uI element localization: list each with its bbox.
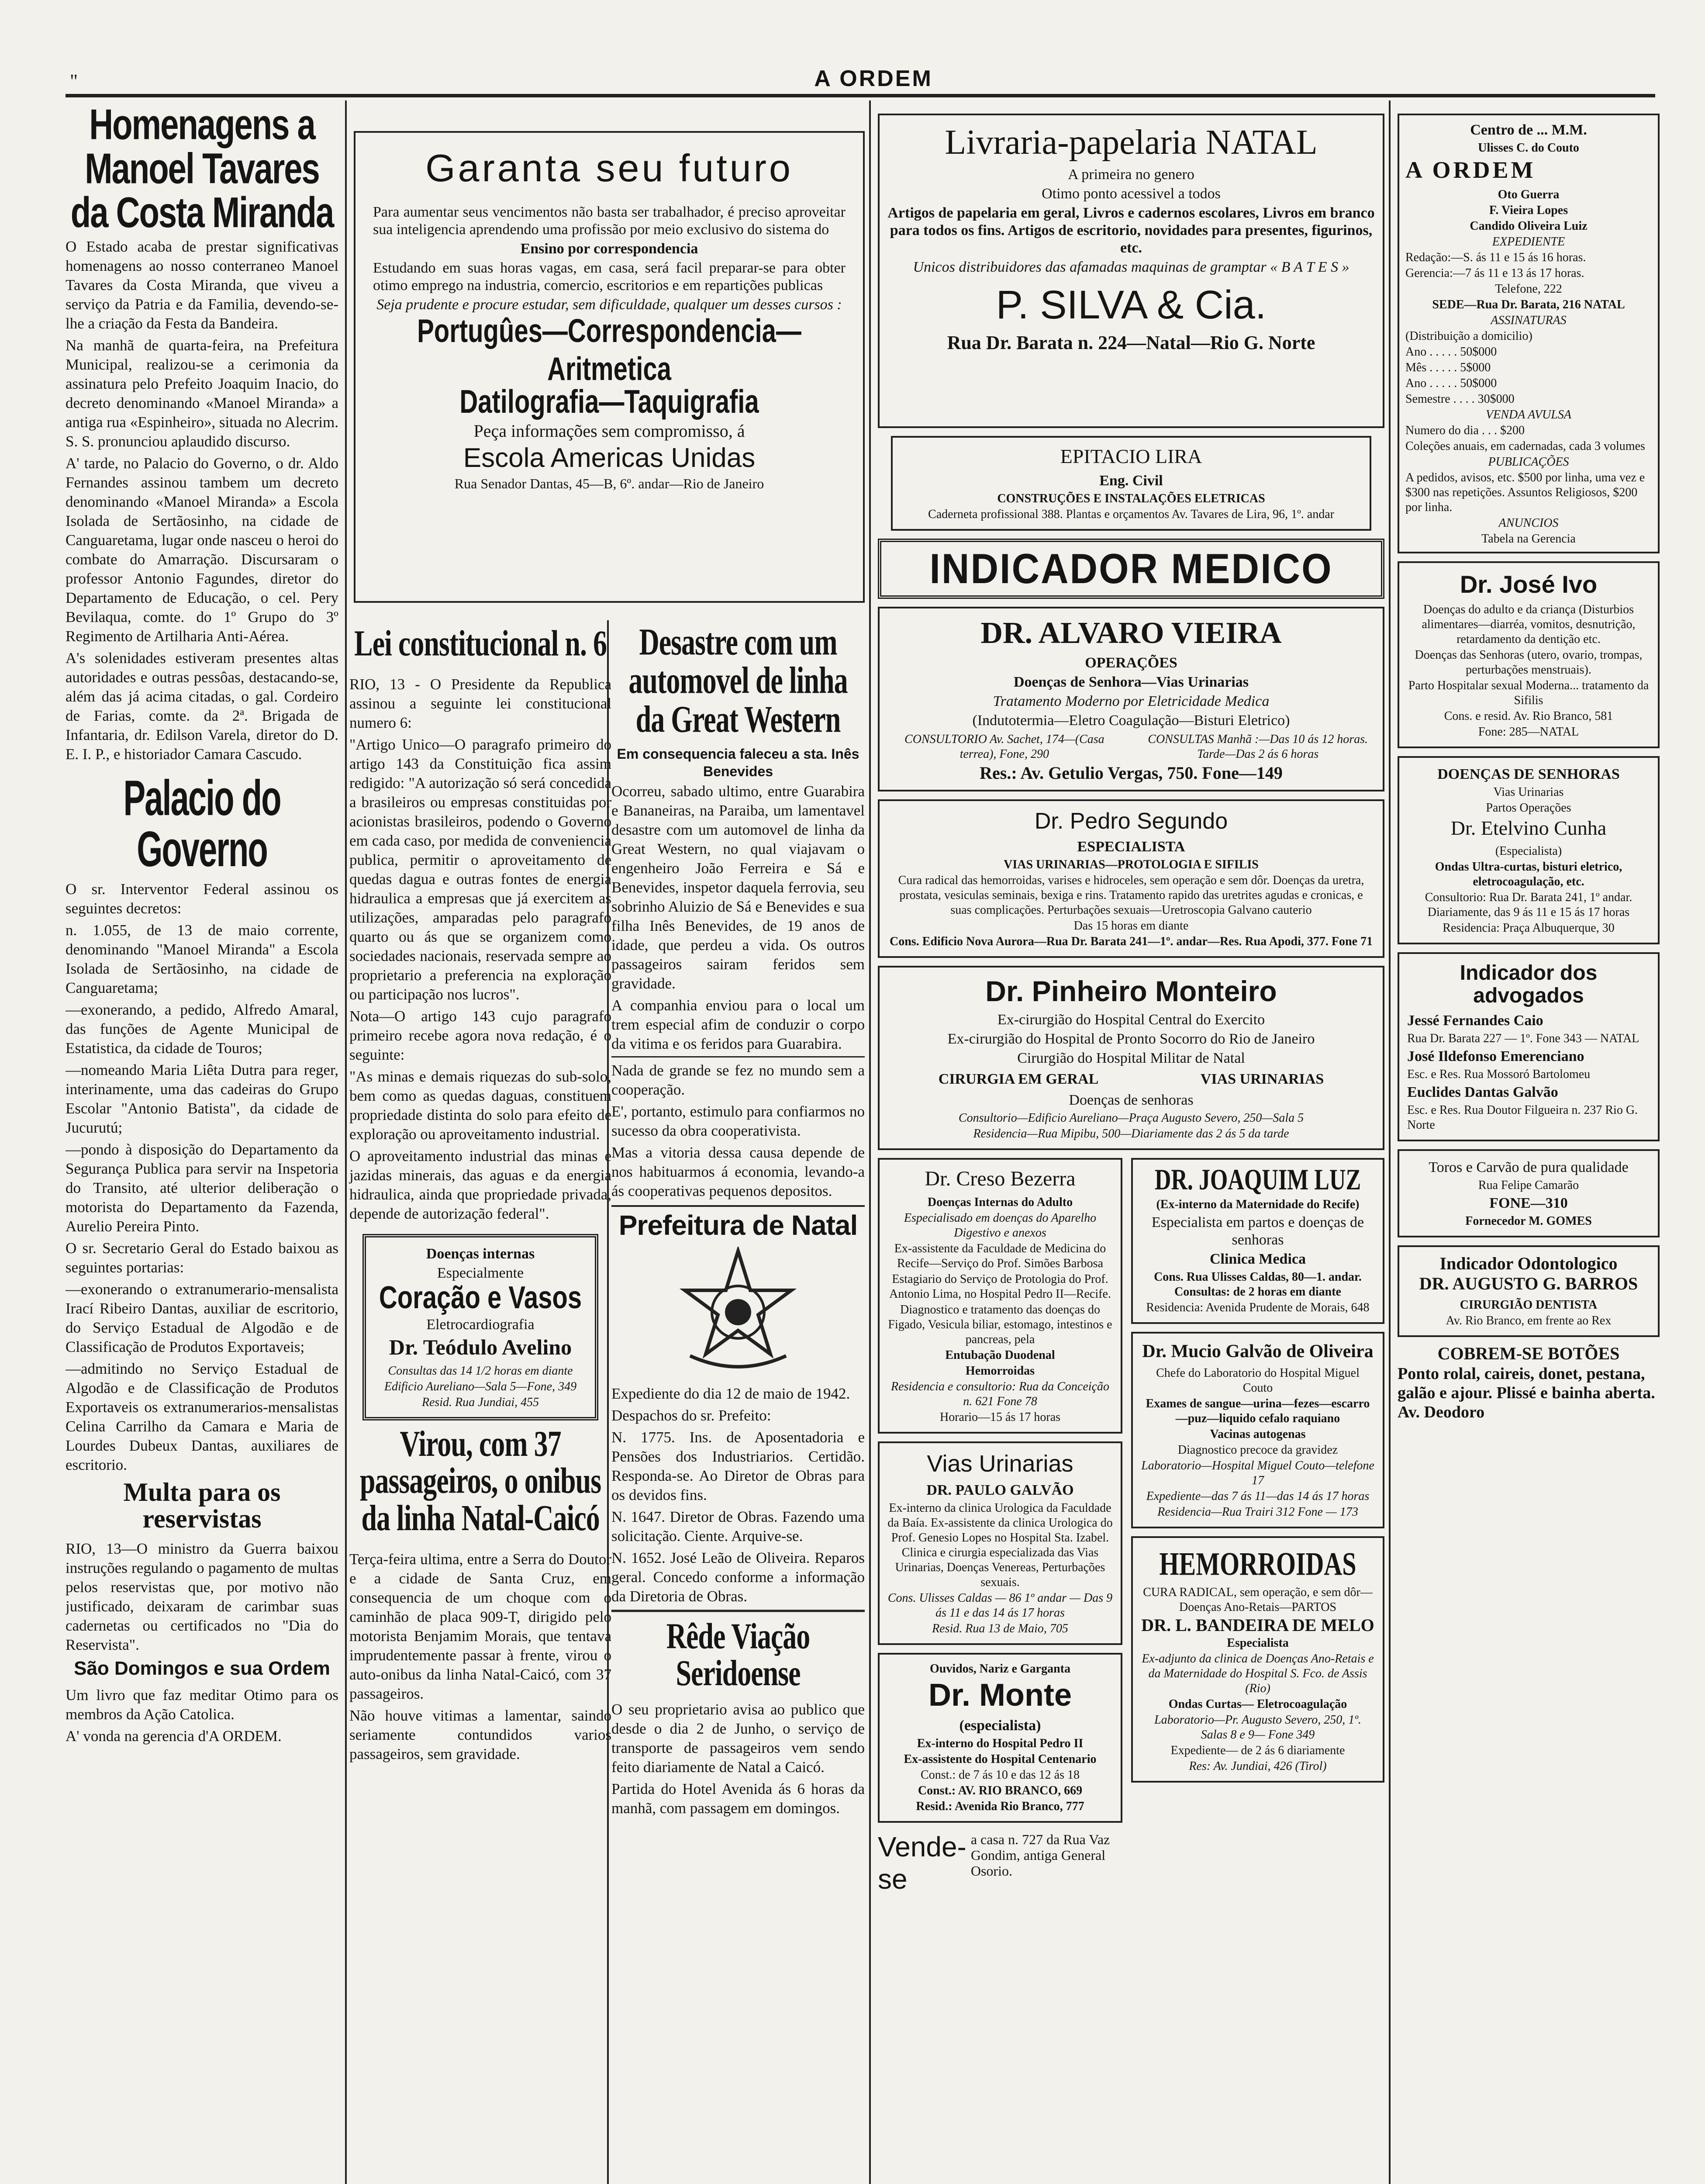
ad-text: Ensino por correspondencia <box>520 241 698 257</box>
ad-text: Ouvidos, Nariz e Garganta <box>930 1662 1070 1676</box>
ad-text: Exames de sangue—urina—fezes—escarro—puz—liquido cefalo raquiano <box>1146 1396 1370 1425</box>
side-text: PUBLICAÇÕES <box>1488 455 1569 469</box>
lawyer-name: Jessé Fernandes Caio <box>1407 1013 1543 1029</box>
section-title: Indicador dos advogados <box>1460 961 1598 1008</box>
ad-text: Doenças de senhoras <box>1069 1092 1194 1109</box>
headline-desastre: Desastre com um automovel de linha da Great Western <box>628 621 848 740</box>
ad-text: Ex-cirurgião do Hospital Central do Exercito <box>997 1012 1265 1028</box>
lawyer-name: Euclides Dantas Galvão <box>1407 1084 1558 1101</box>
ad-text: Estudando em suas horas vagas, em casa, será facil preparar-se para obter otimo emprego na industria, comercio, escritorios e em repartições publicas <box>373 260 846 294</box>
article-paragraph: A' tarde, no Palacio do Governo, o dr. Aldo Fernandes assinou tambem um decreto denominando «Manoel Miranda» a Escola Isolada de Sertãosinho, na cidade de Canguaretama, lugar onde nasceu o heroi do combate do Amarração. Discursaram o professor Antonio Fagundes, diretor do Departamento de Educação, o cel. Pery Bevilaqua, comte. do 1º Grupo do 3º Regimento de Artilharia Anti-Aérea. <box>66 454 338 645</box>
article-paragraph: E', portanto, estimulo para confiarmos no sucesso da obra cooperativista. <box>611 1102 865 1139</box>
side-text: Numero do dia . . . $200 <box>1405 424 1525 438</box>
ad-text: Laboratorio—Pr. Augusto Severo, 250, 1º. Salas 8 e 9— Fone 349 <box>1154 1713 1361 1742</box>
indicador-odontologico <box>1398 1245 1660 1337</box>
side-text: Telefone, 222 <box>1495 282 1562 296</box>
classified-vende-se <box>878 1831 1122 1895</box>
ad-text: Cons. Edificio Nova Aurora—Rua Dr. Barata 241—1º. andar—Res. Rua Apodi, 377. Fone 71 <box>890 934 1373 948</box>
ad-text: Res.: Av. Getulio Vergas, 750. Fone—149 <box>980 763 1283 783</box>
ad-text: Cons. Ulisses Caldas — 86 1º andar — Das 9 ás 11 e das 14 ás 17 horas <box>887 1591 1113 1620</box>
ad-text: CONSULTAS Manhã :—Das 10 ás 12 horas. Tarde—Das 2 ás 6 horas <box>1148 732 1368 761</box>
ad-text: Resid. Rua 13 de Maio, 705 <box>932 1621 1068 1635</box>
ad-title: Livraria-papelaria NATAL <box>945 123 1318 162</box>
ad-text: Chefe do Laboratorio do Hospital Miguel Couto <box>1156 1366 1360 1395</box>
expediente-box <box>1398 114 1660 553</box>
column-2 <box>341 620 611 2184</box>
ad-hemorroidas <box>1131 1536 1384 1783</box>
ad-text: Edificio Aureliano—Sala 5—Fone, 349 <box>384 1380 577 1394</box>
ad-text: Tratamento Moderno por Eletricidade Medica <box>993 693 1270 709</box>
ad-text: Horario—15 ás 17 horas <box>939 1410 1061 1424</box>
column-5-side <box>1398 114 1660 2184</box>
ad-doctor-name: Dr. Pinheiro Monteiro <box>985 975 1277 1007</box>
ad-text: ESPECIALISTA <box>1077 838 1185 855</box>
ad-doctor-name: DR. PAULO GALVÃO <box>926 1482 1074 1498</box>
ad-text: (Ex-interno da Maternidade do Recife) <box>1156 1197 1360 1211</box>
ad-text: Resid. Rua Jundiai, 455 <box>421 1396 539 1410</box>
ad-coracao-vasos <box>362 1234 598 1420</box>
headline-lei: Lei constitucional n. 6 <box>354 623 607 663</box>
article-paragraph: Partida do Hotel Avenida ás 6 horas da manhã, com passagem em domingos. <box>611 1780 865 1817</box>
article-paragraph: Um livro que faz meditar Otimo para os membros da Ação Catolica. <box>66 1686 338 1723</box>
article-paragraph: n. 1.055, de 13 de maio corrente, denominando "Manoel Miranda" a Escola Isolada de Sertãosinho, na cidade de Canguaretama; <box>66 921 338 996</box>
article-paragraph: O aproveitamento industrial das minas e jazidas minerais, das aguas e da energia hidraulica, ainda que propriedade privada, depende de autorização federal". <box>349 1147 611 1223</box>
ad-title: DOENÇAS DE SENHORAS <box>1437 766 1620 782</box>
ad-text: Caderneta profissional 388. Plantas e orçamentos Av. Tavares de Lira, 96, 1º. andar <box>928 507 1334 521</box>
side-text: Coleções anuais, em cadernadas, cada 3 volumes <box>1405 439 1645 453</box>
article-subheadline: Em consequencia faleceu a sta. Inês Benevides <box>617 746 859 779</box>
ad-text: Ex-cirurgião do Hospital de Pronto Socorro do Rio de Janeiro <box>947 1031 1315 1047</box>
side-text: Centro de ... M.M. <box>1470 122 1587 138</box>
ad-text: CIRURGIA EM GERAL <box>938 1071 1099 1088</box>
indicador-advogados <box>1398 952 1660 1142</box>
ad-jose-ivo <box>1398 561 1660 748</box>
ad-text: Para aumentar seus vencimentos não basta ser trabalhador, é preciso aproveitar sua inteligencia aprendendo uma profissão por meio exclusivo do sistema do <box>373 204 846 238</box>
article-paragraph: RIO, 13—O ministro da Guerra baixou instruções regulando o pagamento de multas pelos reservistas que, por motivo não justificado, deixaram de carimbar suas cadernetas ou certificados no "Dia do Reservista". <box>66 1540 338 1653</box>
section-title: Indicador Odontologico <box>1439 1254 1618 1274</box>
ad-dr-monte <box>878 1653 1122 1823</box>
ad-text: FONE—310 <box>1489 1195 1568 1212</box>
ad-text: Das 15 horas em diante <box>1073 919 1189 933</box>
ad-text: Consultas das 14 1/2 horas em diante <box>388 1364 573 1378</box>
ads-left-stack <box>878 1158 1122 1895</box>
ad-text: Rua Felipe Camarão <box>1478 1178 1579 1192</box>
coat-of-arms-emblem <box>611 1247 865 1380</box>
ad-text: Fornecedor M. GOMES <box>1465 1214 1592 1228</box>
article-paragraph: Expediente do dia 12 de maio de 1942. <box>611 1385 850 1403</box>
masthead-rule <box>66 94 1655 97</box>
section-title: INDICADOR MEDICO <box>929 544 1333 592</box>
ad-title: EPITACIO LIRA <box>1060 445 1202 467</box>
ad-text: Ex-interno da clinica Urologica da Faculdade da Baía. Ex-assistente da clinica Urologica do Prof. Genesio Lopes no Hospital Sta. Izabel. Clinica e cirurgia especializada das Vias Urinarias, Doenças Venereas, Perturbações sexuais. <box>887 1501 1113 1589</box>
headline-virou: Virou, com 37 passageiros, o onibus da linha Natal-Caicó <box>359 1423 601 1538</box>
ad-text: Const.: de 7 ás 10 e das 12 ás 18 <box>921 1768 1080 1782</box>
ad-mucio-galvao <box>1131 1332 1384 1528</box>
ad-text: Clinica Medica <box>1209 1251 1306 1267</box>
indicador-medico-banner <box>878 539 1384 599</box>
side-text: VENDA AVULSA <box>1486 408 1571 422</box>
side-text: Redação:—S. ás 11 e 15 ás 16 horas. <box>1405 251 1586 265</box>
ad-text: Toros e Carvão de pura qualidade <box>1429 1159 1629 1176</box>
ad-doctor-name: Dr. Monte <box>928 1677 1072 1713</box>
ad-doctor-name: Dr. Pedro Segundo <box>1034 808 1228 834</box>
ad-title: HEMORROIDAS <box>1159 1545 1356 1583</box>
side-text: ANUNCIOS <box>1498 516 1559 530</box>
ad-title: Garanta seu futuro <box>425 146 793 190</box>
newspaper-title: A ORDEM <box>814 66 933 91</box>
page-number-mark: " <box>70 70 78 92</box>
side-text: Ano . . . . . 50$000 <box>1405 377 1497 390</box>
ads-pair-row <box>878 1158 1384 1895</box>
article-paragraph: N. 1652. José Leão de Oliveira. Reparos geral. Concedo conforme a informação da Diretoria de Obras. <box>611 1549 865 1605</box>
ad-text: VIAS URINARIAS <box>1200 1071 1324 1088</box>
ad-doctor-name: Dr. José Ivo <box>1460 570 1598 598</box>
ad-text: OPERAÇÕES <box>1085 654 1177 671</box>
ad-text: Doenças internas <box>426 1246 535 1262</box>
side-text: F. Vieira Lopes <box>1489 204 1568 218</box>
ad-text: Partos Operações <box>1486 801 1571 815</box>
lawyer-address: Esc. e Res. Rua Doutor Filgueira n. 237 Rio G. Norte <box>1407 1103 1638 1132</box>
classified-text: a casa n. 727 da Rua Vaz Gondim, antiga General Osorio. <box>970 1831 1110 1879</box>
ad-text: Ex-interno do Hospital Pedro II <box>917 1736 1084 1750</box>
ad-alvaro-vieira <box>878 607 1384 791</box>
article-paragraph: Ocorreu, sabado ultimo, entre Guarabira e Bananeiras, na Paraiba, um lamentavel desastre com um automovel de linha da Great Western, no qual viajavam o engenheiro João Ferreira e Sá e Benevides, inspetor daquela ferrovia, seu sobrinho Aluizio de Sá e Benevides e sua filha Inês Benevides, de 19 anos de idade, que perdeu a vida. Os outros passageiros sairam feridos sem gravidade. <box>611 782 865 992</box>
article-paragraph: Terça-feira ultima, entre a Serra do Doutor e a cidade de Santa Cruz, em consequencia de um choque com o caminhão de placa 909-T, dirigido pelo motorista Benjamim Morais, que tentava imprudentemente passar à frente, virou o auto-onibus da linha Natal-Caicó, com 37 passageiros. <box>349 1550 611 1702</box>
ad-pinheiro-monteiro <box>878 966 1384 1151</box>
ad-cobrem-se-botoes <box>1398 1345 1660 1422</box>
ad-text: Ex-assistente do Hospital Centenario <box>904 1752 1097 1766</box>
ad-livraria-natal <box>878 114 1384 428</box>
article-paragraph: Não houve vitimas a lamentar, saindo seriamente contundidos varios passageiros, sem gravidade. <box>349 1707 611 1762</box>
ad-text: Eletrocardiografia <box>426 1317 535 1333</box>
ad-text: CURA RADICAL, sem operação, e sem dôr— Doenças Ano-Retais—PARTOS <box>1143 1585 1373 1614</box>
ad-text: Especialista em partos e doenças de senhoras <box>1151 1214 1364 1248</box>
side-title: A ORDEM <box>1405 157 1536 183</box>
headline-rede-viacao: Rêde Viação Seridoense <box>611 1610 865 1692</box>
ad-text: Cirurgião do Hospital Militar de Natal <box>1017 1050 1245 1067</box>
article-paragraph: A' vonda na gerencia d'A ORDEM. <box>66 1727 282 1745</box>
ad-text: Cons. e resid. Av. Rio Branco, 581 <box>1444 709 1613 723</box>
column-1 <box>66 100 338 2184</box>
ad-text: Diagnostico e tratamento das doenças do Figado, Vesicula biliar, estomago, intestinos e pancreas, pela <box>888 1303 1112 1347</box>
ad-text: Consultorio: Rua Dr. Barata 241, 1º andar. Diariamente, das 9 ás 11 e 15 ás 17 horas <box>1425 890 1633 919</box>
article-paragraph: N. 1775. Ins. de Aposentadoria e Pensões dos Industriarios. Certidão. Responda-se. Ao Diretor de Obras para os devidos fins. <box>611 1429 865 1504</box>
article-paragraph: RIO, 13 - O Presidente da Republica assinou a seguinte lei constitucional numero 6: <box>349 676 611 732</box>
ad-text: Const.: AV. RIO BRANCO, 669 <box>918 1783 1083 1797</box>
ad-text: CIRURGIÃO DENTISTA <box>1460 1298 1598 1312</box>
side-text: Oto Guerra <box>1498 188 1560 202</box>
ad-address: Rua Senador Dantas, 45—B, 6º. andar—Rio de Janeiro <box>454 476 764 491</box>
headline-sao-domingos: São Domingos e sua Ordem <box>74 1657 330 1679</box>
column-3 <box>611 620 865 2184</box>
article-paragraph: "As minas e demais riquezas do sub-solo, bem como as quedas daguas, constituem propriedade distinta do solo para efeito de exploração ou aproveitamento industrial. <box>349 1068 611 1143</box>
ad-text: (especialista) <box>959 1717 1041 1734</box>
ad-text: Vacinas autogenas <box>1210 1427 1306 1441</box>
article-paragraph: Mas a vitoria dessa causa depende de nos habituarmos á economia, levando-a ás cooperativas pequenos depositos. <box>611 1144 865 1199</box>
ad-doctor-name: DR. ALVARO VIEIRA <box>980 616 1282 650</box>
article-paragraph: —exonerando o extranumerario-mensalista Irací Ribeiro Dantas, auxiliar de escritorio, do Serviço Estadual de Algodão e de Classificação de Produtos Exportaveis; <box>66 1280 338 1355</box>
ad-text: Hemorroidas <box>965 1364 1035 1378</box>
ad-text: (Especialista) <box>1495 844 1562 858</box>
ad-text: Ondas Curtas— Eletrocoagulação <box>1168 1697 1347 1711</box>
ad-text: Residencia—Rua Mipibu, 500—Diariamente das 2 ás 5 da tarde <box>973 1127 1289 1141</box>
side-text: Ano . . . . . 50$000 <box>1405 345 1497 359</box>
ad-text: Parto Hospitalar sexual Moderna... tratamento da Sifilis <box>1408 678 1649 707</box>
classified-lead: Vende-se <box>878 1831 966 1895</box>
ad-text: Doenças do adulto e da criança (Disturbios alimentares—diarréa, vomitos, desnutrição, retardamento da dentição etc. <box>1422 602 1636 646</box>
ad-title: Vias Urinarias <box>927 1451 1073 1477</box>
side-text: (Distribuição a domicilio) <box>1405 329 1532 343</box>
column-4-ads <box>878 114 1384 2184</box>
ad-title: COBREM-SE BOTÕES <box>1437 1344 1620 1364</box>
article-paragraph: —exonerando, a pedido, Alfredo Amaral, das funções de Agente Municipal de Estatistica, da cidade de Touros; <box>66 1001 338 1057</box>
ad-text: Otimo ponto acessivel a todos <box>1042 186 1221 202</box>
ad-doctor-name: DR. JOAQUIM LUZ <box>1154 1164 1361 1196</box>
side-text: SEDE—Rua Dr. Barata, 216 NATAL <box>1432 298 1625 312</box>
ad-text: Res: Av. Jundiai, 426 (Tirol) <box>1189 1759 1327 1773</box>
ad-text: CONSTRUÇÕES E INSTALAÇÕES ELETRICAS <box>997 491 1265 505</box>
ad-text: Eng. Civil <box>1099 472 1163 489</box>
lawyer-address: Rua Dr. Barata 227 — 1º. Fone 343 — NATAL <box>1407 1032 1639 1046</box>
side-text: Ulisses C. do Couto <box>1478 141 1579 155</box>
ad-text: Entubação Duodenal <box>945 1348 1055 1362</box>
ad-firm: P. SILVA & Cia. <box>996 283 1267 327</box>
ad-doctor-name: DR. AUGUSTO G. BARROS <box>1419 1274 1638 1294</box>
ad-text: Vias Urinarias <box>1493 785 1564 799</box>
ad-text: Especialista <box>1227 1636 1289 1650</box>
ad-doctor-name: Dr. Teódulo Avelino <box>389 1335 572 1360</box>
ad-text: Peça informações sem compromisso, á <box>473 421 745 441</box>
ad-creso-bezerra <box>878 1158 1122 1434</box>
article-paragraph: Nota—O artigo 143 cujo paragrafo primeiro recebe agora nova redação, é o seguinte: <box>349 1008 611 1064</box>
ad-text: Residencia e consultorio: Rua da Conceição n. 621 Fone 78 <box>891 1380 1109 1409</box>
article-paragraph: A's solenidades estiveram presentes altas autoridades e outras pessôas, destacando-se, além das já acima citadas, o gal. Cordeiro de Farias, comte. da 2ª. Brigada de Infantaria, dr. Edilson Varela, diretor do D. E. I. P., e historiador Camara Cascudo. <box>66 649 338 763</box>
ad-text: A primeira no genero <box>1068 166 1194 183</box>
article-paragraph: "Artigo Unico—O paragrafo primeiro do artigo 143 da Constituição fica assim redigido: "A autorização só será concedida a brasileiros ou empresas constituidas por acionistas brasileiros, podendo o Governo em cada caso, por medida de conveniencia publica, permitir o aproveitamento de quedas dagua e outras fontes de energia hidraulica a empresas que já exercitem as utilizações, amparadas pelo paragrafo quarto ou ás que se organizem como sociedades nacionais, reservada sempre ao proprietario a preferencia na exploração ou participação nos lucros". <box>349 736 611 1003</box>
ad-pedro-segundo <box>878 799 1384 958</box>
ad-text: Ex-assistente da Faculdade de Medicina do Recife—Serviço do Prof. Simões Barbosa <box>894 1242 1106 1271</box>
ad-text: Doenças de Senhora—Vias Urinarias <box>1013 674 1249 690</box>
ad-text: Expediente— de 2 ás 6 diariamente <box>1170 1743 1345 1757</box>
ad-text: Diagnostico precoce da gravidez <box>1177 1443 1338 1457</box>
article-paragraph: —nomeando Maria Liêta Dutra para reger, interinamente, uma das cadeiras do Grupo Escolar "Antonio Batista", da cidade de Jucurutú; <box>66 1061 338 1136</box>
ad-courses: Datilografia—Taquigrafia <box>459 383 759 420</box>
ad-headline: Coração e Vasos <box>379 1280 582 1316</box>
lawyer-name: José Ildefonso Emerenciano <box>1407 1048 1584 1065</box>
article-paragraph: O sr. Interventor Federal assinou os seguintes decretos: <box>66 880 338 917</box>
headline-prefeitura: Prefeitura de Natal <box>611 1205 865 1240</box>
ad-joaquim-luz <box>1131 1158 1384 1324</box>
ad-text: Seja prudente e procure estudar, sem dificuldade, qualquer um desses cursos : <box>376 297 842 313</box>
ad-text: Fone: 285—NATAL <box>1478 725 1579 739</box>
article-paragraph: O Estado acaba de prestar significativas homenagens ao nosso conterraneo Manoel Tavares da Costa Miranda, que viveu a serviço da Patria e da Familia, devendo-se-lhe a criação da Festa da Bandeira. <box>66 238 338 332</box>
article-paragraph: Nada de grande se fez no mundo sem a cooperação. <box>611 1056 865 1099</box>
ad-etelvino-cunha <box>1398 756 1660 944</box>
column-divider <box>869 100 871 2184</box>
ad-text: Cura radical das hemorroidas, varises e hidroceles, sem operação e sem dôr. Doenças da uretra, prostata, vesiculas seminais, bexiga e rins. Tratamento rapido das uretrites agudas e cronicas, e suas complicações. Perturbações sexuais—Uretroscopia Galvano cauterio <box>898 873 1364 917</box>
ad-doctor-name: Dr. Mucio Galvão de Oliveira <box>1142 1341 1374 1362</box>
ad-text: Cons. Rua Ulisses Caldas, 80—1. andar. Consultas: de 2 horas em diante <box>1154 1270 1362 1299</box>
column-divider <box>1389 100 1391 2184</box>
ad-text: Expediente—das 7 ás 11—das 14 ás 17 horas <box>1146 1489 1370 1503</box>
ad-text: Resid.: Avenida Rio Branco, 777 <box>916 1799 1084 1813</box>
article-paragraph: Despachos do sr. Prefeito: <box>611 1407 771 1424</box>
ad-text: VIAS URINARIAS—PROTOLOGIA E SIFILIS <box>1004 857 1259 871</box>
ad-doctor-name: Dr. Creso Bezerra <box>925 1167 1076 1191</box>
ad-text: Ondas Ultra-curtas, bisturi eletrico, eletrocoagulação, etc. <box>1435 860 1622 888</box>
side-text: Mês . . . . . 5$000 <box>1405 361 1491 375</box>
article-paragraph: O sr. Secretario Geral do Estado baixou as seguintes portarias: <box>66 1239 338 1276</box>
ad-address: Rua Dr. Barata n. 224—Natal—Rio G. Norte <box>947 332 1315 353</box>
headline-palacio: Palacio do Governo <box>123 770 281 877</box>
ad-epitacio-lira <box>891 436 1371 531</box>
side-text: Candido Oliveira Luiz <box>1470 219 1588 233</box>
ad-text: Residencia—Rua Trairi 312 Fone — 173 <box>1157 1505 1358 1519</box>
lawyer-address: Esc. e Res. Rua Mossoró Bartolomeu <box>1407 1068 1591 1082</box>
ad-text: Estagiario do Serviço de Protologia do Prof. Antonio Lima, no Hospital Pedro II—Recife. <box>889 1272 1111 1301</box>
article-paragraph: A companhia enviou para o local um trem especial afim de conduzir o corpo da vitima e os feridos para Guarabira. <box>611 996 865 1052</box>
article-paragraph: Na manhã de quarta-feira, na Prefeitura Municipal, realizou-se a cerimonia da assinatura pelo Prefeito Joaquim Inacio, do decreto denominando «Manoel Miranda» a antiga rua «Espinheiro», situada no Alecrim. S. S. pronunciou aplaudido discurso. <box>66 336 338 450</box>
ad-text: Especialmente <box>437 1265 524 1282</box>
ad-text: Doenças das Senhoras (utero, ovario, trompas, perturbações menstruais). <box>1415 648 1643 677</box>
ad-text: Unicos distribuidores das afamadas maquinas de gramptar « B A T E S » <box>913 259 1350 275</box>
ad-text: Residencia: Avenida Prudente de Morais, 648 <box>1146 1300 1370 1314</box>
ad-text: Residencia: Praça Albuquerque, 30 <box>1443 921 1615 935</box>
ad-text: Especialisado em doenças do Aparelho Digestivo e anexos <box>904 1211 1097 1240</box>
ad-vias-urinarias <box>878 1441 1122 1645</box>
article-paragraph: O seu proprietario avisa ao publico que desde o dia 2 de Junho, o serviço de transporte de passageiros vem sendo feito diariamente de Natal a Caicó. <box>611 1700 865 1776</box>
ad-text: CONSULTORIO Av. Sachet, 174—(Casa terrea), Fone, 290 <box>904 732 1104 761</box>
ad-text: Consultorio—Edificio Aureliano—Praça Augusto Severo, 250—Sala 5 <box>958 1111 1304 1125</box>
ad-text: Ponto rolal, caireis, donet, pestana, galão e ajour. Plissé e bainha aberta. Av. Deodoro <box>1398 1365 1655 1422</box>
ad-text: Artigos de papelaria em geral, Livros e cadernos escolares, Livros em branco para todos os fins. Artigos de escritorio, novidades para presentes, figurinos, etc. <box>887 205 1375 256</box>
headline-homenagens: Homenagens a Manoel Tavares da Costa Miranda <box>70 100 334 237</box>
ad-toros-carvao <box>1398 1149 1660 1237</box>
article-paragraph: N. 1647. Diretor de Obras. Fazendo uma solicitação. Ciente. Arquive-se. <box>611 1508 865 1545</box>
ads-right-stack <box>1131 1158 1384 1895</box>
side-text: ASSINATURAS <box>1491 314 1567 328</box>
ad-courses: Portugûes—Correspondencia—Aritmetica <box>417 312 801 387</box>
ad-text: Doenças Internas do Adulto <box>927 1196 1073 1209</box>
ad-school: Escola Americas Unidas <box>463 443 756 473</box>
headline-multa: Multa para os reservistas <box>123 1477 281 1533</box>
ad-doctor-name: Dr. Etelvino Cunha <box>1450 816 1607 839</box>
ad-text: Av. Rio Branco, em frente ao Rex <box>1446 1314 1612 1328</box>
side-text: Tabela na Gerencia <box>1481 532 1576 546</box>
ad-escola-americas <box>354 131 865 603</box>
ad-text: Ex-adjunto da clinica de Doenças Ano-Retais e da Maternidade do Hospital S. Fco. de Assis (Rio) <box>1142 1652 1374 1695</box>
side-text: Gerencia:—7 ás 11 e 13 ás 17 horas. <box>1405 266 1584 280</box>
side-text: EXPEDIENTE <box>1492 235 1565 249</box>
ad-text: Laboratorio—Hospital Miguel Couto—telefone 17 <box>1141 1458 1374 1487</box>
ad-text: (Indutotermia—Eletro Coagulação—Bisturi Eletrico) <box>972 712 1290 729</box>
side-text: Semestre . . . . 30$000 <box>1405 392 1515 406</box>
ad-doctor-name: DR. L. BANDEIRA DE MELO <box>1141 1615 1374 1635</box>
side-text: A pedidos, avisos, etc. $500 por linha, uma vez e $300 nas repetições. Assuntos Religiosos, $200 por linha. <box>1405 471 1645 515</box>
article-paragraph: —admitindo no Serviço Estadual de Algodão e de Classificação de Produtos Exportaveis os extranumerarios-mensalistas Celina Carrilho da Camara e Maria de Lourdes Dubeux Dantas, auxiliares de escritorio. <box>66 1360 338 1473</box>
article-paragraph: —pondo à disposição do Departamento da Segurança Publica para servir na Inspetoria do Transito, até ulterior deliberação o motorista do Departamento da Fazenda, Aurelio Pereira Pinto. <box>66 1140 338 1235</box>
